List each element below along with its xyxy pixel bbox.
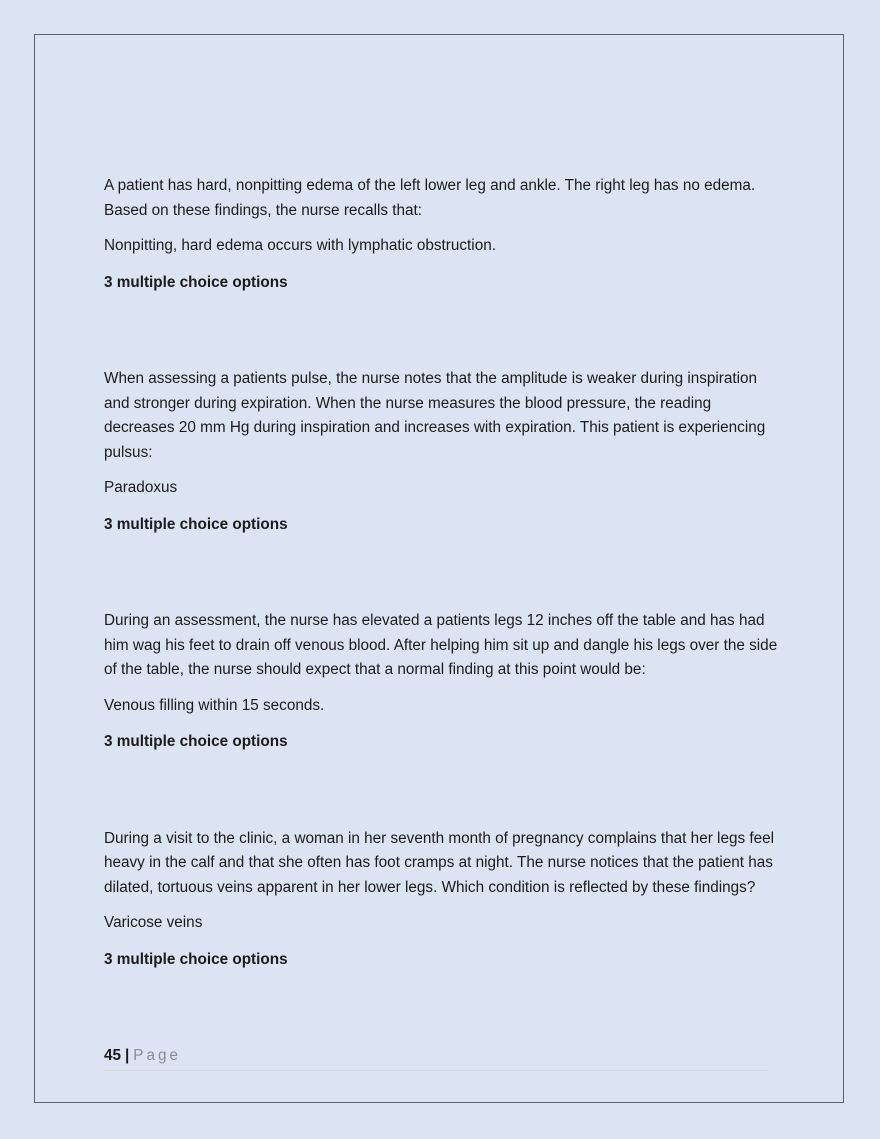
question-block-2 <box>104 367 784 537</box>
page-label: Page <box>133 1047 182 1064</box>
answer-text: Venous filling within 15 seconds. <box>104 696 325 714</box>
options-label: 3 multiple choice options <box>104 733 288 750</box>
document-content <box>104 174 784 972</box>
question-block-3 <box>104 609 784 755</box>
question-block-1 <box>104 174 784 295</box>
options-label: 3 multiple choice options <box>104 273 288 291</box>
question-text: A patient has hard, nonpitting edema of the left lower leg and ankle. The right leg has no edema. Based on these findings, the nurse recalls that: <box>104 177 756 219</box>
options-label: 3 multiple choice options <box>104 515 288 533</box>
answer-text: Paradoxus <box>104 479 178 496</box>
answer-text: Nonpitting, hard edema occurs with lymphatic obstruction. <box>104 237 496 254</box>
question-text: During a visit to the clinic, a woman in her seventh month of pregnancy complains that her legs feel heavy in the calf and that she often has foot cramps at night. The nurse notices that the patient has dilated, tortuous veins apparent in her lower legs. Which condition is reflected by these findings? <box>104 829 775 896</box>
question-text: When assessing a patients pulse, the nurse notes that the amplitude is weaker during inspiration and stronger during expiration. When the nurse measures the blood pressure, the reading decreases 20 mm Hg during inspiration and increases with expiration. This patient is experiencing pulsus: <box>104 370 766 461</box>
footer-separator: | <box>125 1047 130 1064</box>
options-label: 3 multiple choice options <box>104 950 288 968</box>
answer-text: Varicose veins <box>104 914 203 931</box>
question-text: During an assessment, the nurse has elevated a patients legs 12 inches off the table and has had him wag his feet to drain off venous blood. After helping him sit up and dangle his legs over the side of the table, the nurse should expect that a normal finding at this point would be: <box>104 612 778 678</box>
question-block-4 <box>104 827 784 973</box>
page-footer <box>104 1044 768 1071</box>
page-number: 45 <box>104 1047 122 1064</box>
